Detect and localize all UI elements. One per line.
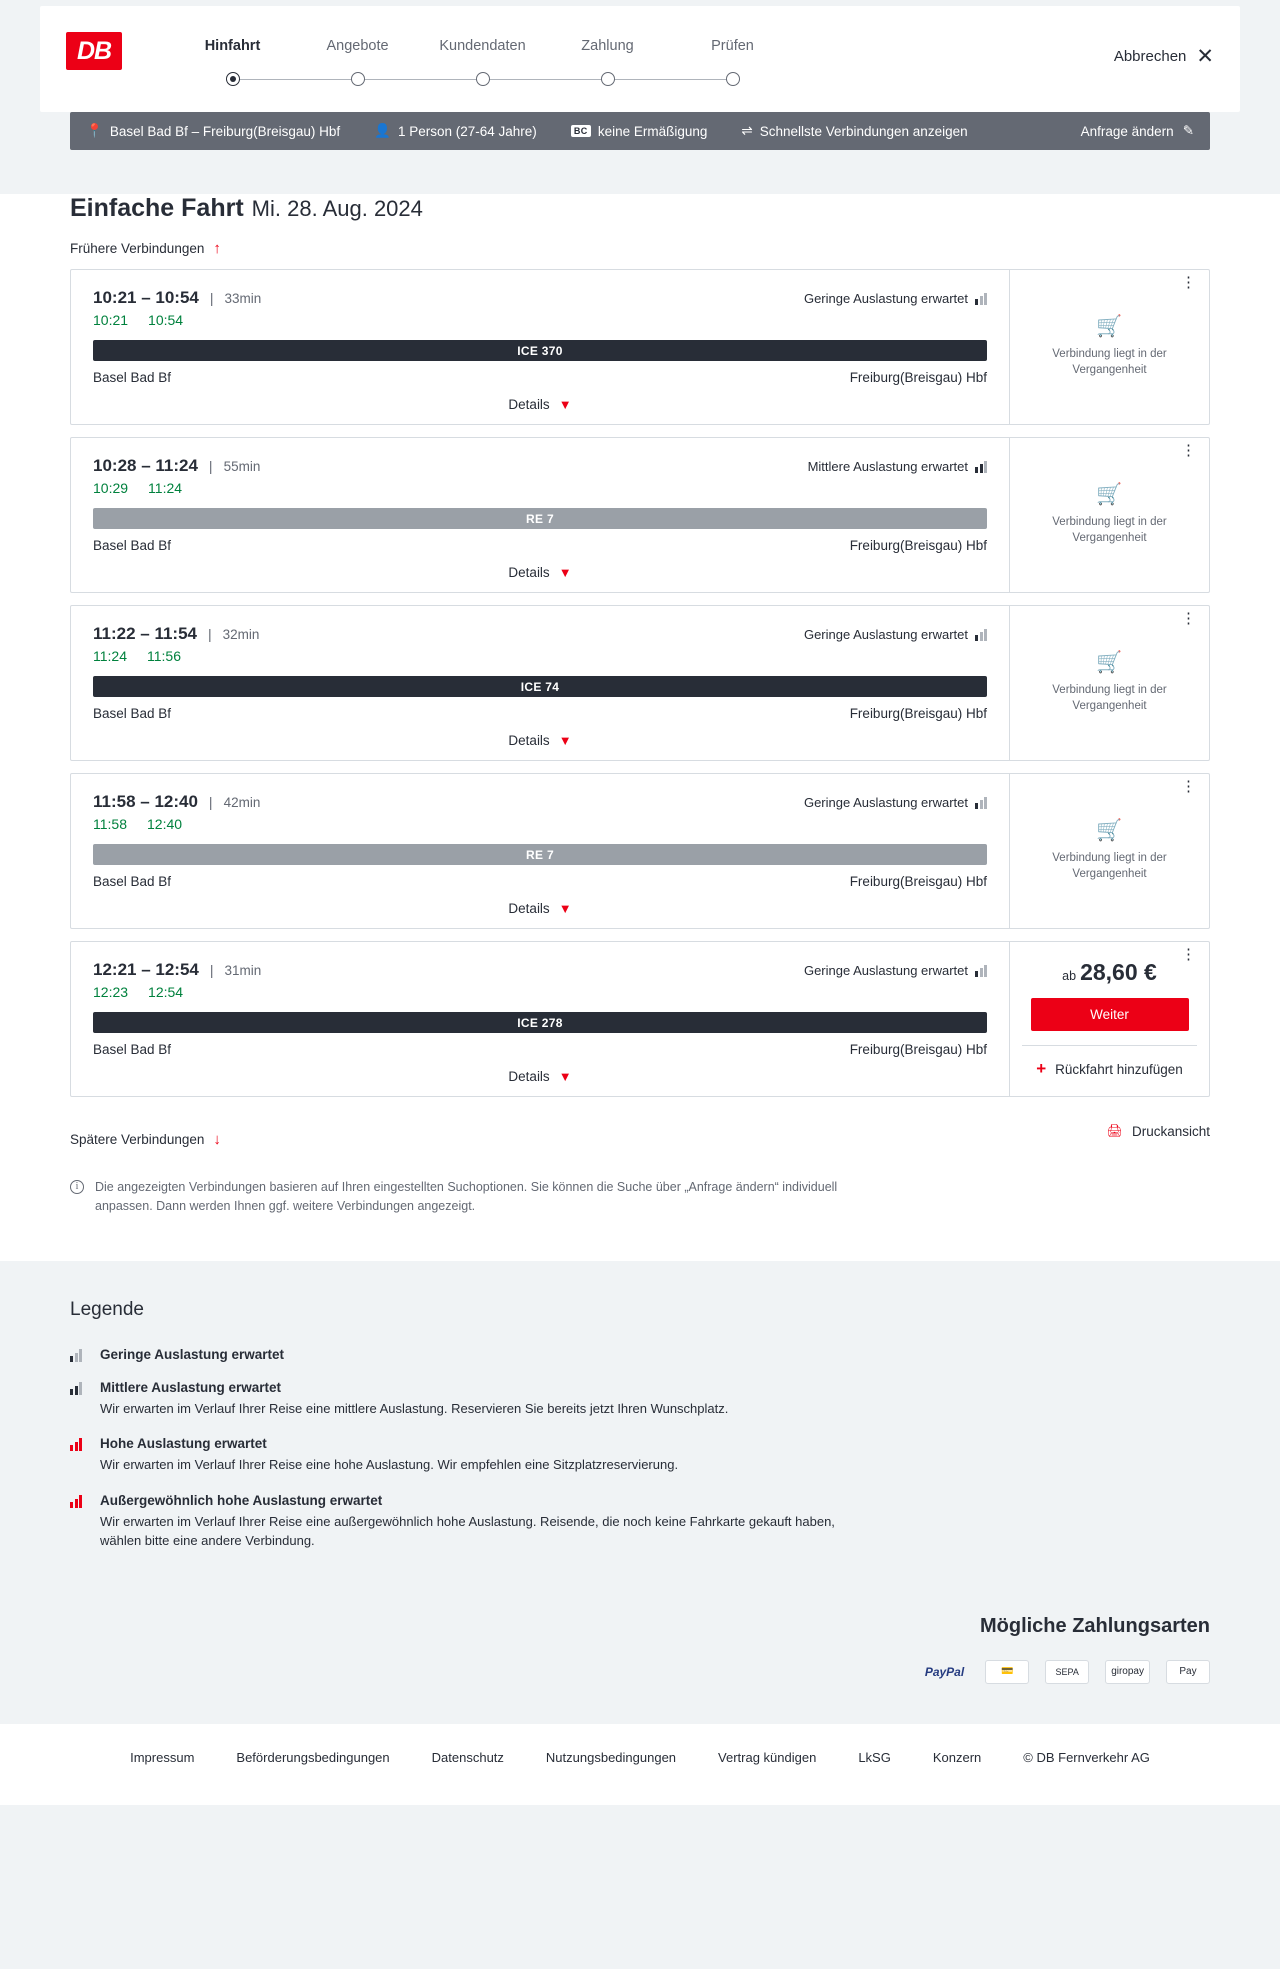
query-fastest-label: Schnellste Verbindungen anzeigen bbox=[759, 123, 968, 139]
departure-actual: 11:58 bbox=[93, 816, 127, 832]
step-dot-wrap bbox=[170, 68, 295, 94]
chevron-down-icon: ▼ bbox=[558, 397, 572, 412]
connection-header bbox=[93, 624, 987, 644]
query-route[interactable] bbox=[86, 123, 340, 139]
cart-disabled-icon: 🛒 bbox=[1096, 483, 1123, 507]
details-toggle[interactable] bbox=[93, 733, 987, 748]
footer-link-lksg[interactable]: LkSG bbox=[858, 1749, 891, 1765]
details-toggle[interactable] bbox=[93, 901, 987, 916]
connection-duration: 33min bbox=[224, 291, 262, 306]
step-angebote[interactable] bbox=[295, 38, 420, 94]
location-pin-icon: 📍 bbox=[86, 123, 103, 138]
cancel-label: Abbrechen bbox=[1113, 48, 1187, 65]
footer-link-nutzungsbedingungen[interactable]: Nutzungsbedingungen bbox=[545, 1749, 677, 1765]
step-dot-wrap bbox=[670, 68, 795, 94]
arrival-actual: 11:24 bbox=[148, 480, 183, 496]
connection-time-range: 10:28 – 11:24 bbox=[93, 456, 198, 475]
chevron-down-icon: ▼ bbox=[558, 901, 572, 916]
occupancy-low-icon bbox=[975, 965, 987, 977]
occupancy-medium-icon bbox=[70, 1382, 86, 1395]
legend-text bbox=[100, 1380, 728, 1419]
step-label: Hinfahrt bbox=[204, 38, 261, 54]
step-dot-icon bbox=[601, 72, 615, 86]
legend-region bbox=[0, 1261, 1280, 1615]
occupancy-label: Mittlere Auslastung erwartet bbox=[807, 459, 968, 474]
footer-link-vertrag-kuendigen[interactable]: Vertrag kündigen bbox=[718, 1749, 817, 1765]
legend-title: Legende bbox=[70, 1298, 144, 1320]
connection-offer bbox=[1009, 270, 1209, 424]
change-request-button[interactable] bbox=[1081, 123, 1194, 139]
train-bar[interactable]: RE 7 bbox=[93, 508, 987, 529]
step-dot-icon bbox=[226, 72, 240, 86]
change-request-label: Anfrage ändern bbox=[1080, 123, 1174, 139]
connection-stations bbox=[93, 1042, 987, 1057]
divider: | bbox=[208, 794, 213, 810]
apple-pay-icon: Pay bbox=[1166, 1660, 1210, 1684]
progress-steps bbox=[170, 38, 795, 94]
origin-station: Basel Bad Bf bbox=[93, 874, 172, 889]
occupancy-medium-icon bbox=[975, 461, 987, 473]
occupancy-low-icon bbox=[975, 629, 987, 641]
close-icon: ✕ bbox=[1196, 45, 1214, 68]
occupancy-label: Geringe Auslastung erwartet bbox=[803, 963, 968, 978]
connection-details bbox=[71, 774, 1009, 928]
departure-actual: 12:23 bbox=[93, 984, 129, 1000]
query-summary-bar bbox=[70, 112, 1210, 150]
origin-station: Basel Bad Bf bbox=[93, 1042, 172, 1057]
legend-item bbox=[70, 1380, 1210, 1419]
train-bar[interactable]: RE 7 bbox=[93, 844, 987, 865]
page-title bbox=[70, 194, 1210, 223]
legend-item-label: Mittlere Auslastung erwartet bbox=[100, 1379, 282, 1395]
occupancy-indicator bbox=[804, 795, 987, 810]
print-label: Druckansicht bbox=[1131, 1123, 1210, 1139]
divider: | bbox=[209, 290, 214, 306]
footer-copyright: © DB Fernverkehr AG bbox=[1023, 1749, 1150, 1765]
connection-time-range: 11:58 – 12:40 bbox=[93, 792, 198, 811]
connection-details bbox=[71, 942, 1009, 1096]
step-dot-wrap bbox=[420, 68, 545, 94]
chevron-down-icon: ▼ bbox=[558, 565, 572, 580]
origin-station: Basel Bad Bf bbox=[93, 706, 172, 721]
later-connections-button[interactable] bbox=[70, 1131, 221, 1148]
page-title-text: Einfache Fahrt bbox=[70, 194, 244, 222]
footer-link-impressum[interactable]: Impressum bbox=[130, 1749, 195, 1765]
origin-station: Basel Bad Bf bbox=[93, 538, 172, 553]
occupancy-low-icon bbox=[975, 293, 987, 305]
info-icon: i bbox=[70, 1180, 84, 1194]
price-display bbox=[1062, 959, 1157, 986]
add-return-label: Rückfahrt hinzufügen bbox=[1055, 1061, 1183, 1077]
details-label: Details bbox=[508, 565, 550, 580]
occupancy-low-icon bbox=[70, 1349, 86, 1362]
cart-disabled-icon: 🛒 bbox=[1096, 819, 1123, 843]
step-label: Zahlung bbox=[581, 38, 634, 54]
connection-actual-times bbox=[93, 816, 987, 832]
connection-duration: 31min bbox=[224, 963, 262, 978]
sepa-direct-debit-icon: SEPA bbox=[1045, 1660, 1089, 1684]
more-options-icon[interactable]: ⋮ bbox=[1181, 442, 1197, 459]
connection-card[interactable] bbox=[70, 437, 1210, 593]
occupancy-label: Geringe Auslastung erwartet bbox=[803, 627, 968, 642]
printer-icon: 🖨 bbox=[1106, 1123, 1123, 1138]
origin-station: Basel Bad Bf bbox=[93, 370, 172, 385]
cart-disabled-icon: 🛒 bbox=[1096, 315, 1123, 339]
occupancy-label: Geringe Auslastung erwartet bbox=[803, 291, 968, 306]
connection-card[interactable] bbox=[70, 773, 1210, 929]
swap-icon: ⇌ bbox=[741, 123, 753, 138]
cancel-button[interactable] bbox=[1114, 46, 1214, 67]
details-label: Details bbox=[508, 901, 550, 916]
connection-details bbox=[71, 606, 1009, 760]
payment-icons bbox=[70, 1660, 1210, 1684]
destination-station: Freiburg(Breisgau) Hbf bbox=[849, 706, 987, 721]
header-region bbox=[0, 0, 1280, 112]
legend-item-desc: Wir erwarten im Verlauf Ihrer Reise eine außergewöhnlich hohe Auslastung. Reisende, die noch keine Fahrkarte gekauft haben, wählen bitte eine andere Verbindung. bbox=[100, 1513, 835, 1549]
arrival-actual: 10:54 bbox=[148, 312, 184, 328]
more-options-icon[interactable]: ⋮ bbox=[1181, 274, 1197, 291]
arrival-actual: 11:56 bbox=[147, 648, 181, 664]
plus-icon: + bbox=[1036, 1059, 1047, 1078]
step-pruefen[interactable] bbox=[670, 38, 795, 94]
step-label: Prüfen bbox=[711, 38, 754, 54]
details-label: Details bbox=[508, 733, 550, 748]
connection-stations bbox=[93, 874, 987, 889]
db-logo[interactable]: DB bbox=[66, 32, 122, 70]
details-label: Details bbox=[508, 1069, 550, 1084]
train-bar[interactable]: ICE 370 bbox=[93, 340, 987, 361]
legend-item bbox=[70, 1436, 1210, 1475]
occupancy-indicator bbox=[804, 963, 987, 978]
legend-item-desc: Wir erwarten im Verlauf Ihrer Reise eine mittlere Auslastung. Reservieren Sie bereits jetzt Ihren Wunschplatz. bbox=[100, 1400, 729, 1416]
person-icon: 👤 bbox=[374, 123, 391, 138]
continue-button[interactable]: Weiter bbox=[1031, 998, 1189, 1031]
occupancy-very-high-icon bbox=[70, 1495, 86, 1508]
legend-text bbox=[100, 1493, 860, 1551]
details-label: Details bbox=[508, 397, 550, 412]
step-hinfahrt[interactable] bbox=[170, 38, 295, 94]
giropay-icon: giropay bbox=[1105, 1660, 1150, 1684]
arrival-actual: 12:54 bbox=[148, 984, 184, 1000]
more-options-icon[interactable]: ⋮ bbox=[1181, 946, 1197, 963]
legend-item-label: Geringe Auslastung erwartet bbox=[100, 1346, 285, 1362]
divider: | bbox=[208, 458, 213, 474]
main-content bbox=[0, 194, 1280, 1261]
legend-item-label: Hohe Auslastung erwartet bbox=[100, 1436, 267, 1452]
earlier-connections-button[interactable] bbox=[70, 240, 1210, 257]
connection-header bbox=[93, 960, 987, 980]
step-dot-wrap bbox=[545, 68, 670, 94]
query-passengers-label: 1 Person (27-64 Jahre) bbox=[397, 123, 537, 139]
details-toggle[interactable] bbox=[93, 1069, 987, 1084]
connection-offer bbox=[1009, 774, 1209, 928]
payment-region bbox=[0, 1615, 1280, 1724]
connection-actual-times bbox=[93, 648, 987, 664]
connection-duration: 32min bbox=[222, 627, 260, 642]
footer bbox=[0, 1724, 1280, 1805]
legend-text bbox=[100, 1436, 678, 1475]
later-label: Spätere Verbindungen bbox=[70, 1132, 205, 1147]
departure-actual: 11:24 bbox=[93, 648, 127, 664]
connection-offer bbox=[1009, 942, 1209, 1096]
connection-duration: 42min bbox=[223, 795, 261, 810]
connection-card[interactable] bbox=[70, 941, 1210, 1097]
price-value: 28,60 € bbox=[1080, 959, 1157, 985]
content-inner bbox=[70, 194, 1210, 1217]
legend-text bbox=[100, 1347, 284, 1362]
legend-item bbox=[70, 1347, 1210, 1362]
train-bar[interactable]: ICE 74 bbox=[93, 676, 987, 697]
past-connection-note: Verbindung liegt in der Vergangenheit bbox=[1052, 684, 1167, 712]
connection-actual-times bbox=[93, 480, 987, 496]
chevron-down-icon: ▼ bbox=[558, 1069, 572, 1084]
details-toggle[interactable] bbox=[93, 565, 987, 580]
occupancy-indicator bbox=[804, 627, 987, 642]
connection-header bbox=[93, 288, 987, 308]
credit-card-icon: 💳 bbox=[985, 1660, 1029, 1684]
destination-station: Freiburg(Breisgau) Hbf bbox=[849, 370, 987, 385]
past-connection-note: Verbindung liegt in der Vergangenheit bbox=[1052, 516, 1167, 544]
past-connection-note: Verbindung liegt in der Vergangenheit bbox=[1052, 348, 1167, 376]
legend-item bbox=[70, 1493, 1210, 1551]
footer-link-befoerderungsbedingungen[interactable]: Beförderungsbedingungen bbox=[236, 1749, 390, 1765]
add-return-trip-button[interactable] bbox=[1022, 1045, 1197, 1079]
list-footer-bar bbox=[70, 1114, 1210, 1148]
connection-card[interactable] bbox=[70, 605, 1210, 761]
connection-stations bbox=[93, 370, 987, 385]
legend-item-label: Außergewöhnlich hohe Auslastung erwartet bbox=[100, 1492, 383, 1508]
search-hint bbox=[70, 1178, 860, 1217]
paypal-icon: PayPal bbox=[924, 1664, 965, 1679]
step-kundendaten[interactable] bbox=[420, 38, 545, 94]
train-bar[interactable]: ICE 278 bbox=[93, 1012, 987, 1033]
connection-header bbox=[93, 456, 987, 476]
destination-station: Freiburg(Breisgau) Hbf bbox=[849, 538, 987, 553]
departure-actual: 10:21 bbox=[93, 312, 129, 328]
connection-offer bbox=[1009, 438, 1209, 592]
departure-actual: 10:29 bbox=[93, 480, 129, 496]
connection-duration: 55min bbox=[223, 459, 261, 474]
connection-offer bbox=[1009, 606, 1209, 760]
details-toggle[interactable] bbox=[93, 397, 987, 412]
query-passengers[interactable] bbox=[374, 123, 537, 139]
arrow-down-icon: ↓ bbox=[213, 1131, 221, 1148]
arrival-actual: 12:40 bbox=[147, 816, 183, 832]
chevron-down-icon: ▼ bbox=[558, 733, 572, 748]
connection-stations bbox=[93, 706, 987, 721]
search-hint-text: Die angezeigten Verbindungen basieren auf Ihren eingestellten Suchoptionen. Sie können die Suche über „Anfrage ändern“ individuell anpassen. Dann werden Ihnen ggf. weitere Verbindungen angezeigt. bbox=[95, 1180, 838, 1214]
step-label: Angebote bbox=[326, 38, 389, 54]
header bbox=[40, 6, 1240, 112]
connection-actual-times bbox=[93, 984, 987, 1000]
occupancy-indicator bbox=[808, 459, 987, 474]
connection-details bbox=[71, 270, 1009, 424]
connection-stations bbox=[93, 538, 987, 553]
occupancy-indicator bbox=[804, 291, 987, 306]
divider: | bbox=[209, 962, 214, 978]
step-dot-wrap bbox=[295, 68, 420, 94]
step-zahlung[interactable] bbox=[545, 38, 670, 94]
footer-link-konzern[interactable]: Konzern bbox=[932, 1749, 982, 1765]
destination-station: Freiburg(Breisgau) Hbf bbox=[849, 874, 987, 889]
occupancy-label: Geringe Auslastung erwartet bbox=[803, 795, 968, 810]
query-fastest[interactable] bbox=[741, 123, 967, 139]
connection-time-range: 10:21 – 10:54 bbox=[93, 288, 199, 307]
connection-card[interactable] bbox=[70, 269, 1210, 425]
occupancy-high-icon bbox=[70, 1438, 86, 1451]
connection-time-range: 12:21 – 12:54 bbox=[93, 960, 199, 979]
payment-title: Mögliche Zahlungsarten bbox=[979, 1614, 1210, 1637]
step-dot-icon bbox=[476, 72, 490, 86]
step-dot-icon bbox=[351, 72, 365, 86]
connection-actual-times bbox=[93, 312, 987, 328]
destination-station: Freiburg(Breisgau) Hbf bbox=[849, 1042, 987, 1057]
step-dot-icon bbox=[726, 72, 740, 86]
payment-inner bbox=[70, 1615, 1210, 1684]
bahncard-icon: BC bbox=[571, 125, 591, 137]
print-view-button[interactable] bbox=[1106, 1123, 1210, 1139]
legend-inner bbox=[70, 1299, 1210, 1551]
query-discount[interactable] bbox=[571, 124, 708, 139]
cart-disabled-icon: 🛒 bbox=[1096, 651, 1123, 675]
query-discount-label: keine Ermäßigung bbox=[597, 123, 708, 139]
arrow-up-icon: ↑ bbox=[213, 240, 221, 257]
more-options-icon[interactable]: ⋮ bbox=[1181, 610, 1197, 627]
footer-link-datenschutz[interactable]: Datenschutz bbox=[431, 1749, 504, 1765]
more-options-icon[interactable]: ⋮ bbox=[1181, 778, 1197, 795]
price-prefix: ab bbox=[1062, 969, 1077, 983]
query-route-label: Basel Bad Bf – Freiburg(Breisgau) Hbf bbox=[109, 123, 341, 139]
connection-details bbox=[71, 438, 1009, 592]
step-label: Kundendaten bbox=[439, 38, 526, 54]
divider: | bbox=[207, 626, 212, 642]
past-connection-note: Verbindung liegt in der Vergangenheit bbox=[1052, 852, 1167, 880]
pencil-icon: ✎ bbox=[1182, 123, 1194, 138]
legend-item-desc: Wir erwarten im Verlauf Ihrer Reise eine hohe Auslastung. Wir empfehlen eine Sitzplatzreservierung. bbox=[100, 1457, 679, 1473]
connection-time-range: 11:22 – 11:54 bbox=[93, 624, 197, 643]
connection-header bbox=[93, 792, 987, 812]
earlier-label: Frühere Verbindungen bbox=[70, 241, 205, 256]
footer-links bbox=[70, 1750, 1210, 1765]
occupancy-low-icon bbox=[975, 797, 987, 809]
page-title-date: Mi. 28. Aug. 2024 bbox=[251, 196, 423, 221]
